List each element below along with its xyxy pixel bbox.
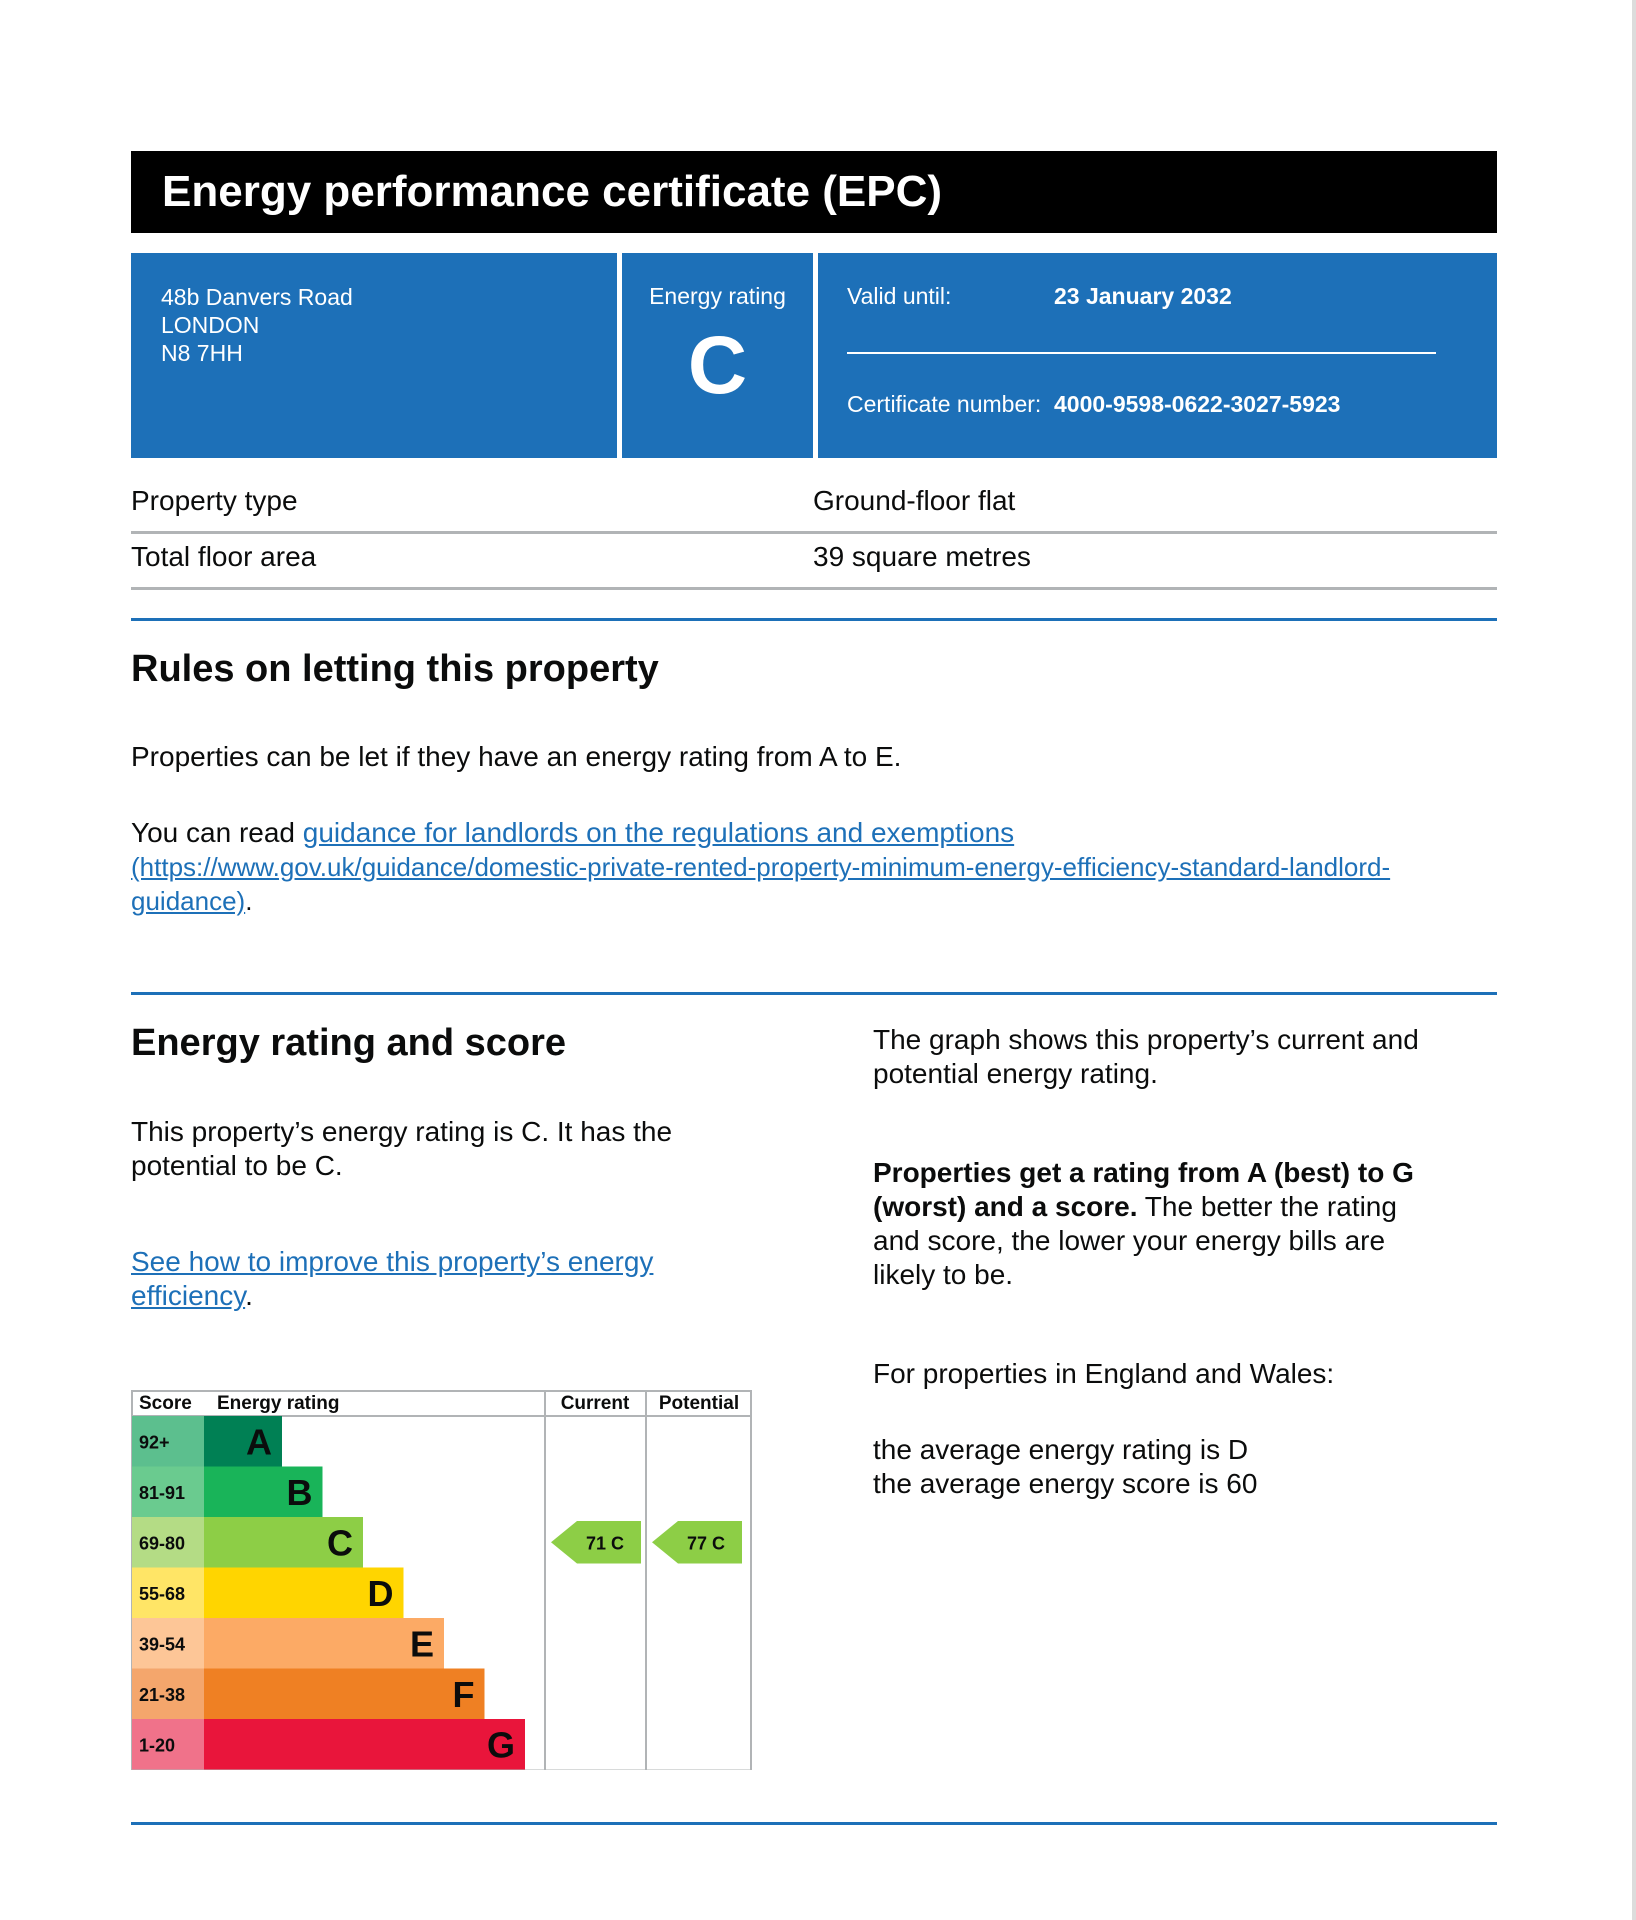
band-letter-C: C — [327, 1522, 353, 1564]
band-range-F: 21-38 — [139, 1684, 186, 1705]
current-rating-label: 71 C — [585, 1533, 625, 1554]
rating-explainer-bold-1: Properties get a rating from A (best) to G — [873, 1157, 1414, 1188]
band-range-E: 39-54 — [139, 1634, 186, 1655]
potential-rating-label: 77 C — [686, 1533, 726, 1554]
address-panel — [131, 253, 617, 458]
band-letter-E: E — [409, 1623, 434, 1665]
valid-until-label: Valid until: — [847, 283, 952, 309]
property-type-value: Ground-floor flat — [813, 485, 1016, 516]
letting-guidance-paragraph — [131, 816, 1497, 918]
graph-header-0: Score — [139, 1393, 192, 1414]
band-bar-G — [204, 1719, 525, 1770]
address-line-3: N8 7HH — [161, 340, 243, 366]
certificate-number-value: 4000-9598-0622-3027-5923 — [1054, 391, 1341, 417]
band-range-D: 55-68 — [139, 1583, 186, 1604]
section-divider-3 — [131, 1822, 1497, 1825]
guidance-prefix: You can read — [131, 817, 303, 848]
energy-rating-panel — [622, 253, 813, 458]
floor-area-value: 39 square metres — [813, 541, 1031, 572]
band-range-C: 69-80 — [139, 1533, 186, 1554]
averages-paragraph — [873, 1433, 1493, 1501]
band-range-G: 1-20 — [139, 1735, 176, 1756]
rating-explainer-rest-2: The better the rating — [1137, 1191, 1397, 1222]
section-divider-2 — [131, 992, 1497, 995]
energy-rating-label: Energy rating — [649, 283, 786, 309]
valid-until-value: 23 January 2032 — [1054, 283, 1232, 309]
energy-score-heading: Energy rating and score — [131, 1022, 567, 1064]
region-paragraph: For properties in England and Wales: — [873, 1358, 1335, 1389]
band-letter-D: D — [367, 1572, 394, 1614]
energy-rating-letter: C — [687, 320, 748, 411]
graph-intro-line-1: The graph shows this property’s current and — [873, 1024, 1419, 1055]
certificate-panel — [818, 253, 1497, 458]
guidance-url-line-1[interactable]: (https://www.gov.uk/guidance/domestic-private-rented-property-minimum-energy-efficiency-standard-landlord- — [131, 852, 1391, 882]
improve-suffix: . — [245, 1280, 253, 1311]
energy-rating-graph-svg — [131, 1390, 753, 1770]
band-letter-B: B — [286, 1471, 313, 1513]
band-letter-A: A — [246, 1421, 272, 1463]
property-type-row — [131, 475, 1497, 534]
floor-area-row — [131, 531, 1497, 590]
graph-header-2: Current — [560, 1393, 630, 1414]
band-letter-G: G — [486, 1724, 515, 1766]
graph-header-1: Energy rating — [217, 1393, 340, 1414]
section-divider — [131, 618, 1497, 621]
rating-explainer-paragraph — [873, 1156, 1493, 1292]
band-bar-E — [204, 1618, 444, 1669]
address-line-2: LONDON — [161, 312, 260, 338]
property-type-key: Property type — [131, 485, 298, 516]
average-score: the average energy score is 60 — [873, 1468, 1258, 1499]
band-range-A: 92+ — [139, 1432, 170, 1453]
improve-link-line-2[interactable]: efficiency — [131, 1280, 246, 1311]
score-para-line-2: potential to be C. — [131, 1150, 343, 1181]
band-letter-F: F — [452, 1673, 475, 1715]
score-para-line-1: This property’s energy rating is C. It has the — [131, 1116, 673, 1147]
certificate-divider — [847, 352, 1436, 354]
page-edge — [1632, 0, 1636, 1920]
letting-paragraph: Properties can be let if they have an energy rating from A to E. — [131, 741, 902, 772]
guidance-url-suffix: . — [245, 886, 253, 916]
improve-link-line-1[interactable]: See how to improve this property’s energy — [131, 1246, 654, 1277]
band-range-B: 81-91 — [139, 1482, 186, 1503]
graph-intro-line-2: potential energy rating. — [873, 1058, 1158, 1089]
guidance-url-line-2[interactable]: guidance) — [131, 886, 246, 916]
rating-explainer-rest-3: and score, the lower your energy bills are — [873, 1225, 1386, 1256]
address-line-1: 48b Danvers Road — [161, 284, 353, 310]
certificate-number-label: Certificate number: — [847, 391, 1042, 417]
floor-area-key: Total floor area — [131, 541, 317, 572]
guidance-link[interactable]: guidance for landlords on the regulations and exemptions — [302, 817, 1015, 848]
energy-rating-graph — [131, 1390, 753, 1770]
improve-paragraph — [131, 1245, 751, 1313]
rating-explainer-bold-2: (worst) and a score. — [873, 1191, 1138, 1222]
rating-explainer-rest-4: likely to be. — [873, 1259, 1014, 1290]
energy-score-paragraph — [131, 1115, 751, 1183]
band-bar-F — [204, 1669, 485, 1720]
graph-header-3: Potential — [658, 1393, 740, 1414]
letting-heading: Rules on letting this property — [131, 648, 659, 690]
graph-intro-paragraph — [873, 1023, 1493, 1091]
page-title: Energy performance certificate (EPC) — [131, 151, 1497, 233]
average-rating: the average energy rating is D — [873, 1434, 1249, 1465]
